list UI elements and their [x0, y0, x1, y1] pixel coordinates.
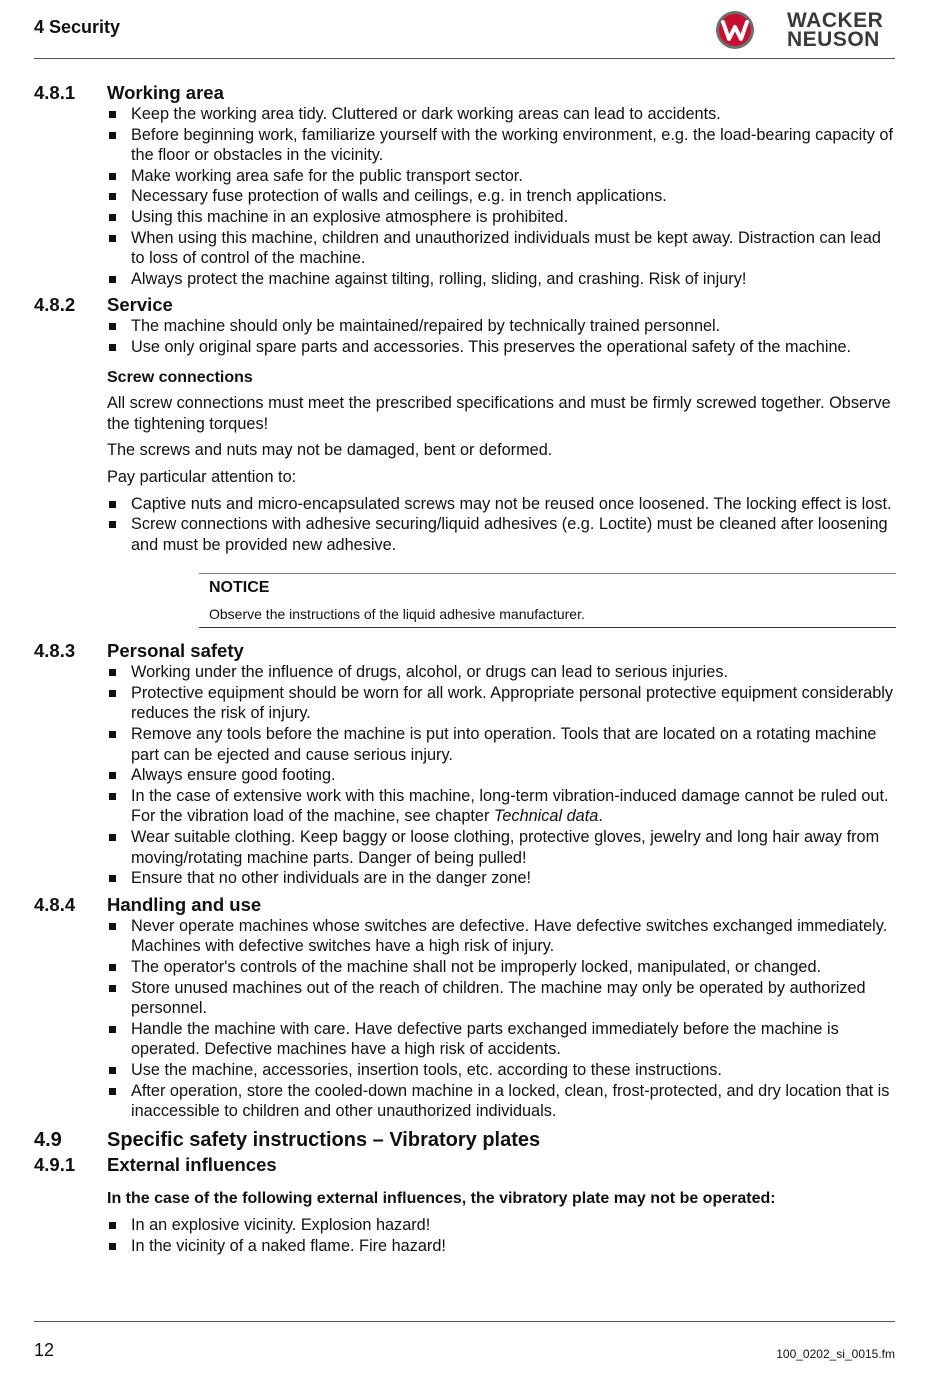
- notice-box: [199, 573, 896, 628]
- page-number: 12: [34, 1340, 55, 1360]
- list-item: The operator's controls of the machine shall not be improperly locked, manipulated, or changed.: [107, 957, 896, 978]
- section-number: 4.8.2: [34, 294, 76, 316]
- logo-w-icon: [715, 10, 755, 50]
- list-item: In an explosive vicinity. Explosion hazard!: [107, 1215, 896, 1236]
- brand-name: [787, 11, 883, 49]
- bullet-square-icon: [109, 521, 116, 528]
- bullet-square-icon: [109, 276, 116, 283]
- brand-line-2: NEUSON: [787, 28, 880, 51]
- bullet-square-icon: [109, 1026, 116, 1033]
- bullet-square-icon: [109, 323, 116, 330]
- section-title: Service: [107, 294, 173, 316]
- page-header: [34, 0, 895, 59]
- bullet-square-icon: [109, 1067, 116, 1074]
- bullet-square-icon: [109, 985, 116, 992]
- bullet-square-icon: [109, 834, 116, 841]
- bullet-list: [34, 494, 896, 556]
- section-number: 4.8.3: [34, 640, 76, 662]
- paragraph: All screw connections must meet the prescribed specifications and must be firmly screwed together. Observe the tightening torques!: [107, 394, 891, 433]
- bullet-square-icon: [109, 173, 116, 180]
- list-item: Use only original spare parts and accessories. This preserves the operational safety of the machine.: [107, 337, 896, 358]
- list-item: Working under the influence of drugs, alcohol, or drugs can lead to serious injuries.: [107, 662, 896, 683]
- bullet-list: [34, 316, 896, 357]
- subheading: Screw connections: [107, 368, 253, 386]
- section-number: 4.8.1: [34, 82, 76, 103]
- chapter-title: 4 Security: [34, 17, 121, 37]
- section-number: 4.9.1: [34, 1153, 76, 1175]
- bullet-list: [34, 1215, 896, 1256]
- paragraph: The screws and nuts may not be damaged, bent or deformed.: [107, 441, 553, 460]
- section-service: [34, 294, 896, 628]
- list-item: The machine should only be maintained/repaired by technically trained personnel.: [107, 316, 896, 337]
- bullet-square-icon: [109, 923, 116, 930]
- list-item: Captive nuts and micro-encapsulated screws may not be reused once loosened. The locking effect is lost.: [107, 494, 896, 515]
- list-item: Necessary fuse protection of walls and ceilings, e.g. in trench applications.: [107, 186, 896, 207]
- brand-logo: [715, 10, 895, 52]
- section-title: Working area: [107, 82, 224, 103]
- section-heading: [34, 894, 896, 916]
- bullet-square-icon: [109, 1222, 116, 1229]
- bullet-list: [34, 104, 896, 289]
- list-item: In the case of extensive work with this machine, long-term vibration-induced damage cannot be ruled out. For the vibration load of the machine, see chapter Technical data.: [107, 786, 896, 827]
- section-heading: [34, 294, 896, 316]
- lead-paragraph: In the case of the following external influences, the vibratory plate may not be operated:: [107, 1189, 776, 1207]
- brand-line-1: WACKER: [787, 9, 884, 32]
- bullet-square-icon: [109, 132, 116, 139]
- list-item: Make working area safe for the public transport sector.: [107, 166, 896, 187]
- list-item: Wear suitable clothing. Keep baggy or loose clothing, protective gloves, jewelry and long hair away from moving/rotating machine parts. Danger of being pulled!: [107, 827, 896, 868]
- bullet-square-icon: [109, 235, 116, 242]
- bullet-square-icon: [109, 669, 116, 676]
- list-item: Handle the machine with care. Have defective parts exchanged immediately before the machine is operated. Defective machines have a high risk of accidents.: [107, 1019, 896, 1060]
- chapter-reference: Technical data: [493, 807, 599, 826]
- section-number: 4.9: [34, 1128, 62, 1151]
- list-item: Always protect the machine against tilting, rolling, sliding, and crashing. Risk of injury!: [107, 269, 896, 290]
- section-personal-safety: [34, 640, 896, 889]
- list-item: Store unused machines out of the reach of children. The machine may only be operated by authorized personnel.: [107, 978, 896, 1019]
- bullet-square-icon: [109, 344, 116, 351]
- bullet-square-icon: [109, 111, 116, 118]
- list-item: Protective equipment should be worn for all work. Appropriate personal protective equipment considerably reduces the risk of injury.: [107, 683, 896, 724]
- bullet-square-icon: [109, 501, 116, 508]
- section-title: External influences: [107, 1153, 277, 1175]
- bullet-list: [34, 916, 896, 1122]
- bullet-list: [34, 662, 896, 889]
- bullet-square-icon: [109, 793, 116, 800]
- notice-text: Observe the instructions of the liquid adhesive manufacturer.: [209, 606, 585, 623]
- list-item: Screw connections with adhesive securing/liquid adhesives (e.g. Loctite) must be cleaned after loosening and must be provided new adhesive.: [107, 514, 896, 555]
- list-item: Ensure that no other individuals are in the danger zone!: [107, 868, 896, 889]
- list-item: After operation, store the cooled-down machine in a locked, clean, frost-protected, and dry location that is inaccessible to children and other unauthorized individuals.: [107, 1081, 896, 1122]
- list-item: Before beginning work, familiarize yourself with the working environment, e.g. the load-bearing capacity of the floor or obstacles in the vicinity.: [107, 125, 896, 166]
- bullet-square-icon: [109, 193, 116, 200]
- list-item: Using this machine in an explosive atmosphere is prohibited.: [107, 207, 896, 228]
- section-heading: [34, 82, 896, 104]
- bullet-square-icon: [109, 690, 116, 697]
- bullet-square-icon: [109, 214, 116, 221]
- bullet-square-icon: [109, 964, 116, 971]
- list-item: Remove any tools before the machine is put into operation. Tools that are located on a rotating machine part can be ejected and cause serious injury.: [107, 724, 896, 765]
- section-heading: [34, 640, 896, 662]
- list-item: Always ensure good footing.: [107, 765, 896, 786]
- notice-title: NOTICE: [209, 579, 270, 597]
- bullet-square-icon: [109, 1243, 116, 1250]
- section-working-area: [34, 82, 896, 289]
- bullet-square-icon: [109, 731, 116, 738]
- list-item: Keep the working area tidy. Cluttered or dark working areas can lead to accidents.: [107, 104, 896, 125]
- page-footer: [34, 1321, 895, 1361]
- section-title: Specific safety instructions – Vibratory plates: [107, 1128, 541, 1151]
- list-item: In the vicinity of a naked flame. Fire hazard!: [107, 1236, 896, 1257]
- list-item: Use the machine, accessories, insertion tools, etc. according to these instructions.: [107, 1060, 896, 1081]
- section-title: Personal safety: [107, 640, 244, 662]
- list-item: Never operate machines whose switches are defective. Have defective switches exchanged immediately. Machines with defective switches have a high risk of injury.: [107, 916, 896, 957]
- list-item: When using this machine, children and unauthorized individuals must be kept away. Distraction can lead to loss of control of the machine.: [107, 228, 896, 269]
- paragraph: Pay particular attention to:: [107, 467, 297, 486]
- bullet-square-icon: [109, 1088, 116, 1095]
- bullet-square-icon: [109, 772, 116, 779]
- bullet-square-icon: [109, 875, 116, 882]
- section-title: Handling and use: [107, 893, 262, 915]
- section-heading: [34, 1154, 896, 1176]
- section-external-influences: [34, 1154, 896, 1257]
- section-number: 4.8.4: [34, 893, 76, 915]
- source-filename: 100_0202_si_0015.fm: [776, 1347, 895, 1361]
- chapter-heading: [34, 1128, 896, 1152]
- screw-connections-block: [34, 368, 896, 488]
- section-handling-and-use: [34, 894, 896, 1122]
- page-content: [34, 77, 896, 1257]
